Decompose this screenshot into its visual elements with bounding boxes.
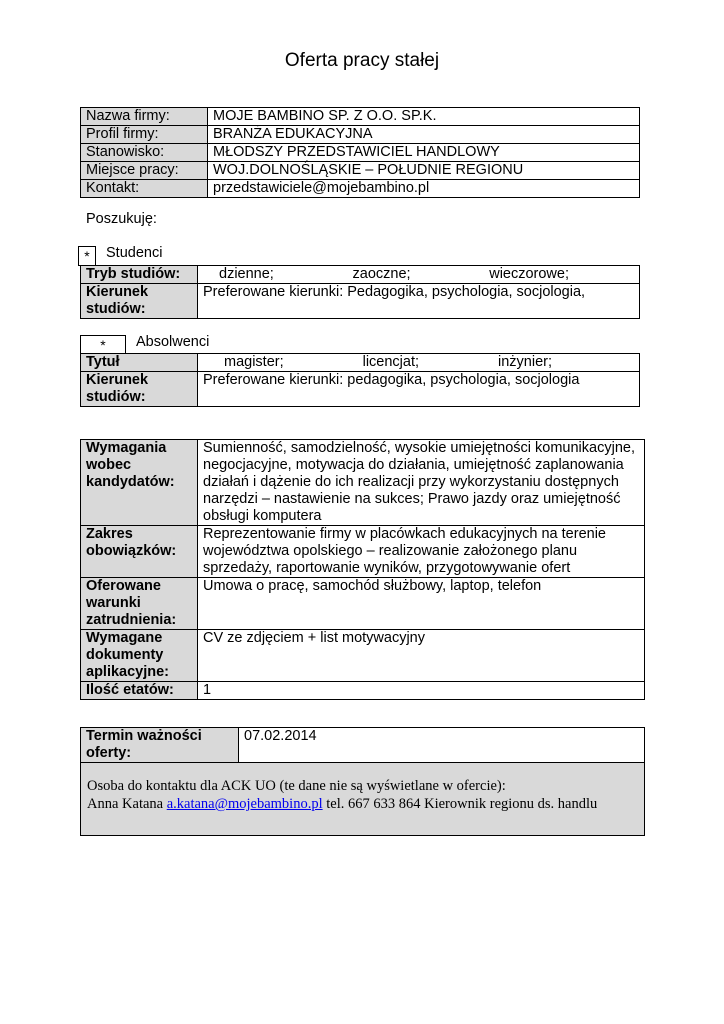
position-value: MŁODSZY PRZEDSTAWICIEL HANDLOWY bbox=[208, 144, 640, 162]
seeking-heading: Poszukuję: bbox=[86, 211, 157, 227]
duties-value: Reprezentowanie firmy w placówkach edukacyjnych na terenie województwa opolskiego – realizowanie założonego planu sprzedaży, raportowanie wyników, przygotowywanie ofert bbox=[198, 526, 645, 578]
study-field-label: Kierunek studiów: bbox=[81, 284, 198, 319]
requirements-label: Wymagania wobec kandydatów: bbox=[81, 440, 198, 526]
table-row bbox=[81, 682, 645, 700]
study-field-value: Preferowane kierunki: Pedagogika, psychologia, socjologia, bbox=[198, 284, 640, 319]
page-title: Oferta pracy stałej bbox=[284, 50, 440, 71]
option-evening[interactable]: wieczorowe; bbox=[489, 266, 569, 282]
table-row bbox=[81, 763, 645, 836]
contact-phone-role: tel. 667 633 864 Kierownik regionu ds. handlu bbox=[326, 796, 598, 812]
table-row bbox=[81, 526, 645, 578]
company-name-value: MOJE BAMBINO SP. Z O.O. SP.K. bbox=[208, 108, 640, 126]
positions-count-label: Ilość etatów: bbox=[81, 682, 198, 700]
table-row bbox=[81, 162, 640, 180]
table-row bbox=[81, 144, 640, 162]
option-master[interactable]: magister; bbox=[224, 354, 284, 370]
contact-label: Kontakt: bbox=[81, 180, 208, 198]
table-row bbox=[81, 728, 645, 763]
students-label: Studenci bbox=[106, 245, 163, 261]
table-row bbox=[81, 284, 640, 319]
contact-note: Osoba do kontaktu dla ACK UO (te dane nie są wyświetlane w ofercie): bbox=[87, 778, 506, 794]
company-profile-value: BRANŻA EDUKACYJNA bbox=[208, 126, 640, 144]
table-row bbox=[81, 126, 640, 144]
company-profile-label: Profil firmy: bbox=[81, 126, 208, 144]
contact-name: Anna Katana bbox=[87, 796, 164, 812]
workplace-value: WOJ.DOLNOŚLĄSKIE – POŁUDNIE REGIONU bbox=[208, 162, 640, 180]
graduate-field-value: Preferowane kierunki: pedagogika, psychologia, socjologia bbox=[198, 372, 640, 407]
option-daily[interactable]: dzienne; bbox=[219, 266, 274, 282]
option-engineer[interactable]: inżynier; bbox=[498, 354, 552, 370]
table-row bbox=[81, 180, 640, 198]
table-row bbox=[81, 372, 640, 407]
table-row bbox=[81, 578, 645, 630]
validity-value: 07.02.2014 bbox=[239, 728, 645, 763]
students-checkbox[interactable]: * bbox=[78, 246, 96, 266]
company-info-table bbox=[80, 107, 640, 198]
graduates-checkbox[interactable]: * bbox=[80, 335, 126, 355]
table-row bbox=[81, 266, 640, 284]
degree-options bbox=[198, 354, 640, 372]
table-row bbox=[81, 630, 645, 682]
requirements-value: Sumienność, samodzielność, wysokie umiejętności komunikacyjne, negocjacyjne, motywacja do działania, umiejętność zaplanowania działań i dążenie do ich realizacji przy wykorzystaniu dostępnych narzędzi – nastawienie na sukces; Prawo jazdy oraz umiejętność obsługi komputera bbox=[198, 440, 645, 526]
documents-label: Wymagane dokumenty aplikacyjne: bbox=[81, 630, 198, 682]
contact-details bbox=[87, 795, 638, 813]
graduates-label: Absolwenci bbox=[136, 334, 210, 350]
position-label: Stanowisko: bbox=[81, 144, 208, 162]
contact-person-box bbox=[81, 763, 645, 836]
duties-label: Zakres obowiązków: bbox=[81, 526, 198, 578]
students-table bbox=[80, 265, 640, 319]
study-mode-label: Tryb studiów: bbox=[81, 266, 198, 284]
contact-value[interactable]: przedstawiciele@mojebambino.pl bbox=[208, 180, 640, 198]
job-details-table bbox=[80, 439, 645, 700]
company-name-label: Nazwa firmy: bbox=[81, 108, 208, 126]
table-row bbox=[81, 108, 640, 126]
validity-label: Termin ważności oferty: bbox=[81, 728, 239, 763]
conditions-label: Oferowane warunki zatrudnienia: bbox=[81, 578, 198, 630]
table-row bbox=[81, 354, 640, 372]
degree-label: Tytuł bbox=[81, 354, 198, 372]
study-mode-options bbox=[198, 266, 640, 284]
graduate-field-label: Kierunek studiów: bbox=[81, 372, 198, 407]
contact-email-link[interactable]: a.katana@mojebambino.pl bbox=[166, 796, 323, 812]
validity-table bbox=[80, 727, 645, 836]
graduates-table bbox=[80, 353, 640, 407]
positions-count-value: 1 bbox=[198, 682, 645, 700]
option-bachelor[interactable]: licencjat; bbox=[362, 354, 420, 370]
workplace-label: Miejsce pracy: bbox=[81, 162, 208, 180]
table-row bbox=[81, 440, 645, 526]
documents-value: CV ze zdjęciem + list motywacyjny bbox=[198, 630, 645, 682]
conditions-value: Umowa o pracę, samochód służbowy, laptop, telefon bbox=[198, 578, 645, 630]
option-extramural[interactable]: zaoczne; bbox=[352, 266, 411, 282]
